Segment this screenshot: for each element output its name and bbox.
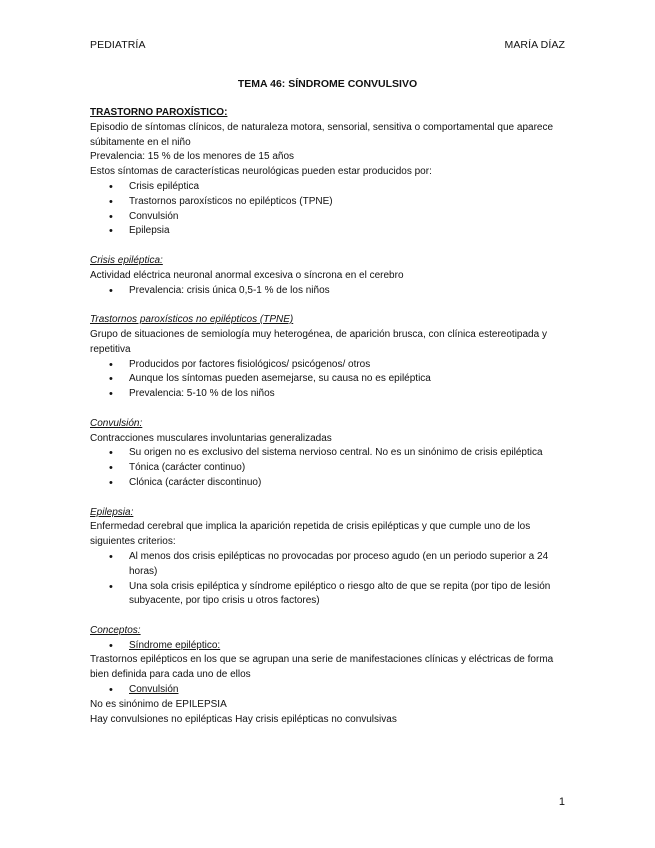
list-item: • Síndrome epiléptico:	[90, 639, 570, 654]
bullet-list	[90, 284, 570, 299]
list-item: • Una sola crisis epiléptica y síndrome epiléptico o riesgo alto de que se repita (por tipo de lesión subyacente, por tipo crisis u otros factores)	[90, 580, 570, 610]
paragraph: Trastornos epilépticos en los que se agrupan una serie de manifestaciones clínicas y eléctricas de forma bien definida para cada uno de ellos	[90, 654, 554, 681]
list-item: • Clónica (carácter discontinuo)	[90, 476, 570, 491]
list-item: • Prevalencia: crisis única 0,5-1 % de los niños	[90, 284, 570, 299]
document-title: TEMA 46: SÍNDROME CONVULSIVO	[237, 78, 418, 90]
list-item: • Su origen no es exclusivo del sistema nervioso central. No es un sinónimo de crisis epiléptica	[90, 446, 570, 461]
list-item: • Tónica (carácter continuo)	[90, 461, 570, 476]
page-number: 1	[558, 796, 565, 808]
bullet-list	[90, 180, 570, 239]
section-trastorno-paroxistico	[90, 106, 570, 239]
bullet-list	[90, 639, 570, 654]
bullet-list	[90, 358, 570, 402]
section-convulsion	[90, 417, 570, 491]
section-heading: Conceptos:	[90, 624, 141, 636]
bullet-list	[90, 446, 570, 490]
section-crisis-epileptica	[90, 254, 570, 298]
section-heading: Trastornos paroxísticos no epilépticos (TPNE)	[90, 314, 294, 326]
section-heading: Crisis epiléptica:	[90, 254, 163, 266]
list-item: • Trastornos paroxísticos no epilépticos (TPNE)	[90, 195, 570, 210]
header-subject: PEDIATRÍA	[90, 39, 146, 51]
section-heading: Convulsión:	[90, 417, 143, 429]
list-item: • Aunque los síntomas pueden asemejarse, su causa no es epiléptica	[90, 372, 570, 387]
paragraph: Grupo de situaciones de semiología muy heterogénea, de aparición brusca, con clínica estereotipada y repetitiva	[90, 328, 547, 355]
section-tpne	[90, 313, 570, 402]
bullet-list	[90, 550, 570, 609]
section-conceptos	[90, 624, 570, 728]
list-item: • Producidos por factores fisiológicos/ psicógenos/ otros	[90, 358, 570, 373]
paragraph: No es sinónimo de EPILEPSIA	[90, 698, 227, 710]
paragraph: Actividad eléctrica neuronal anormal excesiva o síncrona en el cerebro	[90, 269, 404, 281]
section-heading: TRASTORNO PAROXÍSTICO:	[90, 107, 228, 118]
list-item: • Convulsión	[90, 683, 570, 698]
list-item: • Al menos dos crisis epilépticas no provocadas por proceso agudo (en un periodo superior a 24 horas)	[90, 550, 570, 580]
document-body	[90, 106, 570, 727]
header-author: MARÍA DÍAZ	[504, 39, 565, 51]
paragraph: Episodio de síntomas clínicos, de naturaleza motora, sensorial, sensitiva o comportamental que aparece súbitamente en el niño	[90, 121, 554, 148]
paragraph: Enfermedad cerebral que implica la aparición repetida de crisis epilépticas y que cumple uno de los siguientes criterios:	[90, 521, 531, 548]
paragraph: Prevalencia: 15 % de los menores de 15 años	[90, 151, 295, 163]
paragraph: Hay convulsiones no epilépticas Hay crisis epilépticas no convulsivas	[90, 713, 397, 725]
list-item: • Prevalencia: 5-10 % de los niños	[90, 387, 570, 402]
bullet-list	[90, 683, 570, 698]
page-header	[90, 39, 565, 55]
paragraph: Contracciones musculares involuntarias generalizadas	[90, 432, 332, 444]
section-heading: Epilepsia:	[90, 506, 134, 518]
list-item: • Epilepsia	[90, 224, 570, 239]
paragraph: Estos síntomas de características neurológicas pueden estar producidos por:	[90, 166, 432, 178]
section-epilepsia	[90, 506, 570, 610]
list-item: • Convulsión	[90, 210, 570, 225]
list-item: • Crisis epiléptica	[90, 180, 570, 195]
